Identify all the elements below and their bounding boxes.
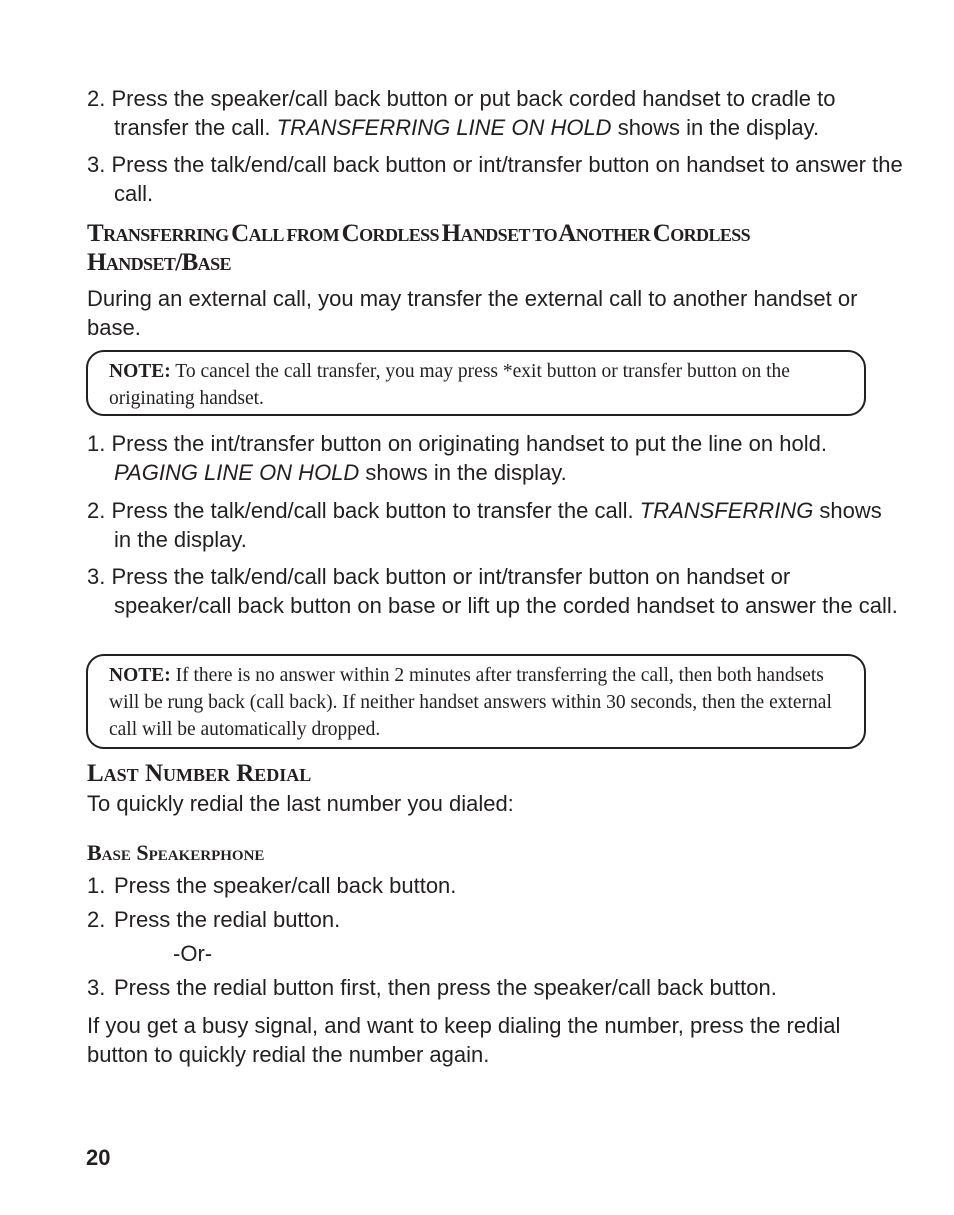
intro-step-2: 2. Press the speaker/call back button or put back corded handset to cradle to transfer the call. TRANSFERRING LINE ON HOLD shows in the display. [87, 86, 836, 140]
section-heading-redial: Last Number Redial [87, 760, 312, 787]
section-intro-transfer: During an external call, you may transfer the external call to another handset or base. [87, 286, 858, 340]
closing-paragraph: If you get a busy signal, and want to keep dialing the number, press the redial button to quickly redial the number again. [87, 1013, 841, 1067]
subheading-base-speakerphone: Base Speakerphone [87, 840, 265, 865]
redial-step-3: 3. Press the redial button first, then press the speaker/call back button. [87, 975, 777, 1000]
page-number: 20 [86, 1145, 111, 1170]
transfer-step-1: 1. Press the int/transfer button on originating handset to put the line on hold. PAGING LINE ON HOLD shows in the display. [87, 431, 827, 485]
or-separator: -Or- [173, 941, 213, 966]
section-intro-redial: To quickly redial the last number you dialed: [87, 791, 514, 816]
redial-step-2: 2. Press the redial button. [87, 907, 341, 932]
redial-step-1: 1. Press the speaker/call back button. [87, 873, 457, 898]
note-box-no-answer: NOTE: If there is no answer within 2 minutes after transferring the call, then both handsets will be rung back (call back). If neither handset answers within 30 seconds, then the external call will be automatically dropped. [86, 654, 866, 749]
transfer-step-3: 3. Press the talk/end/call back button or int/transfer button on handset or speaker/call back button on base or lift up the corded handset to answer the call. [87, 564, 898, 618]
transfer-step-2: 2. Press the talk/end/call back button to transfer the call. TRANSFERRING shows in the display. [87, 498, 882, 552]
note-box-cancel: NOTE: To cancel the call transfer, you may press *exit button or transfer button on the originating handset. [86, 350, 866, 416]
section-heading-transfer: Transferring Call from Cordless Handset to Another Cordless Handset/Base [87, 220, 751, 276]
intro-step-3: 3. Press the talk/end/call back button or int/transfer button on handset to answer the call. [87, 152, 903, 206]
